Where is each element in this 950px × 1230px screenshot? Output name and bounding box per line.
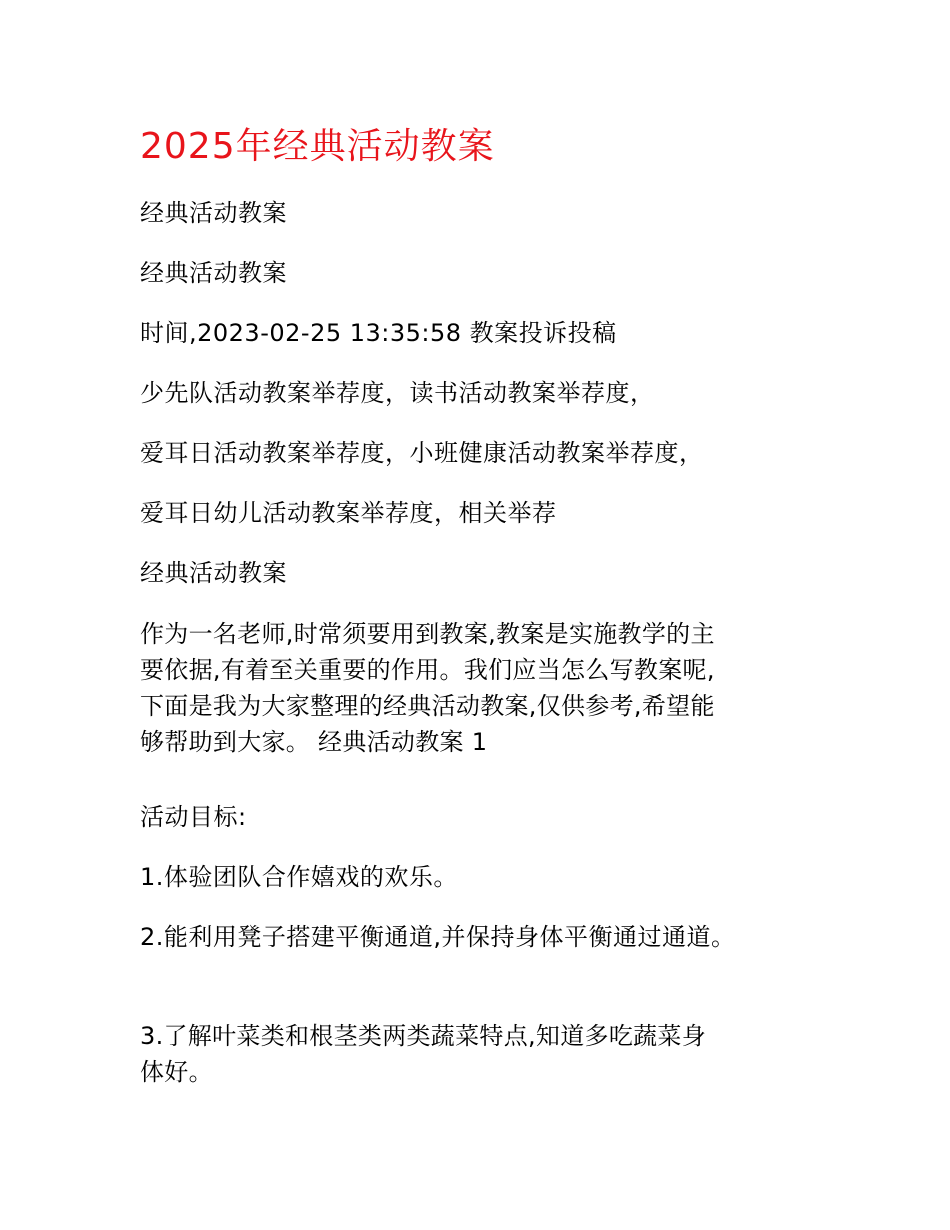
- intro-line-2: 要依据,有着至关重要的作用。我们应当怎么写教案呢,: [140, 656, 715, 684]
- subtitle-2: 经典活动教案: [140, 259, 287, 287]
- goal-3: [140, 1018, 820, 1090]
- goals-heading: 活动目标:: [140, 803, 247, 831]
- goal-3-line-1: 3.了解叶菜类和根茎类两类蔬菜特点,知道多吃蔬菜身: [140, 1022, 707, 1050]
- goal-2: 2.能利用凳子搭建平衡通道,并保持身体平衡通过通道。: [140, 923, 736, 951]
- intro-paragraph: [140, 616, 820, 760]
- intro-line-3: 下面是我为大家整理的经典活动教案,仅供参考,希望能: [140, 692, 715, 720]
- goal-3-line-2: 体好。: [140, 1058, 213, 1086]
- recommend-line-2: 爱耳日活动教案举荐度，小班健康活动教案举荐度，: [140, 439, 704, 467]
- subtitle-1: 经典活动教案: [140, 199, 287, 227]
- recommend-line-3: 爱耳日幼儿活动教案举荐度，相关举荐: [140, 499, 557, 527]
- recommend-line-1: 少先队活动教案举荐度，读书活动教案举荐度，: [140, 379, 655, 407]
- intro-line-4: 够帮助到大家。 经典活动教案 1: [140, 728, 488, 756]
- document-title: 2025年经典活动教案: [140, 126, 495, 167]
- goal-1: 1.体验团队合作嬉戏的欢乐。: [140, 863, 458, 891]
- intro-line-1: 作为一名老师,时常须要用到教案,教案是实施教学的主: [140, 620, 715, 648]
- section-heading: 经典活动教案: [140, 559, 287, 587]
- meta-line: 时间,2023-02-25 13:35:58 教案投诉投稿: [140, 319, 617, 347]
